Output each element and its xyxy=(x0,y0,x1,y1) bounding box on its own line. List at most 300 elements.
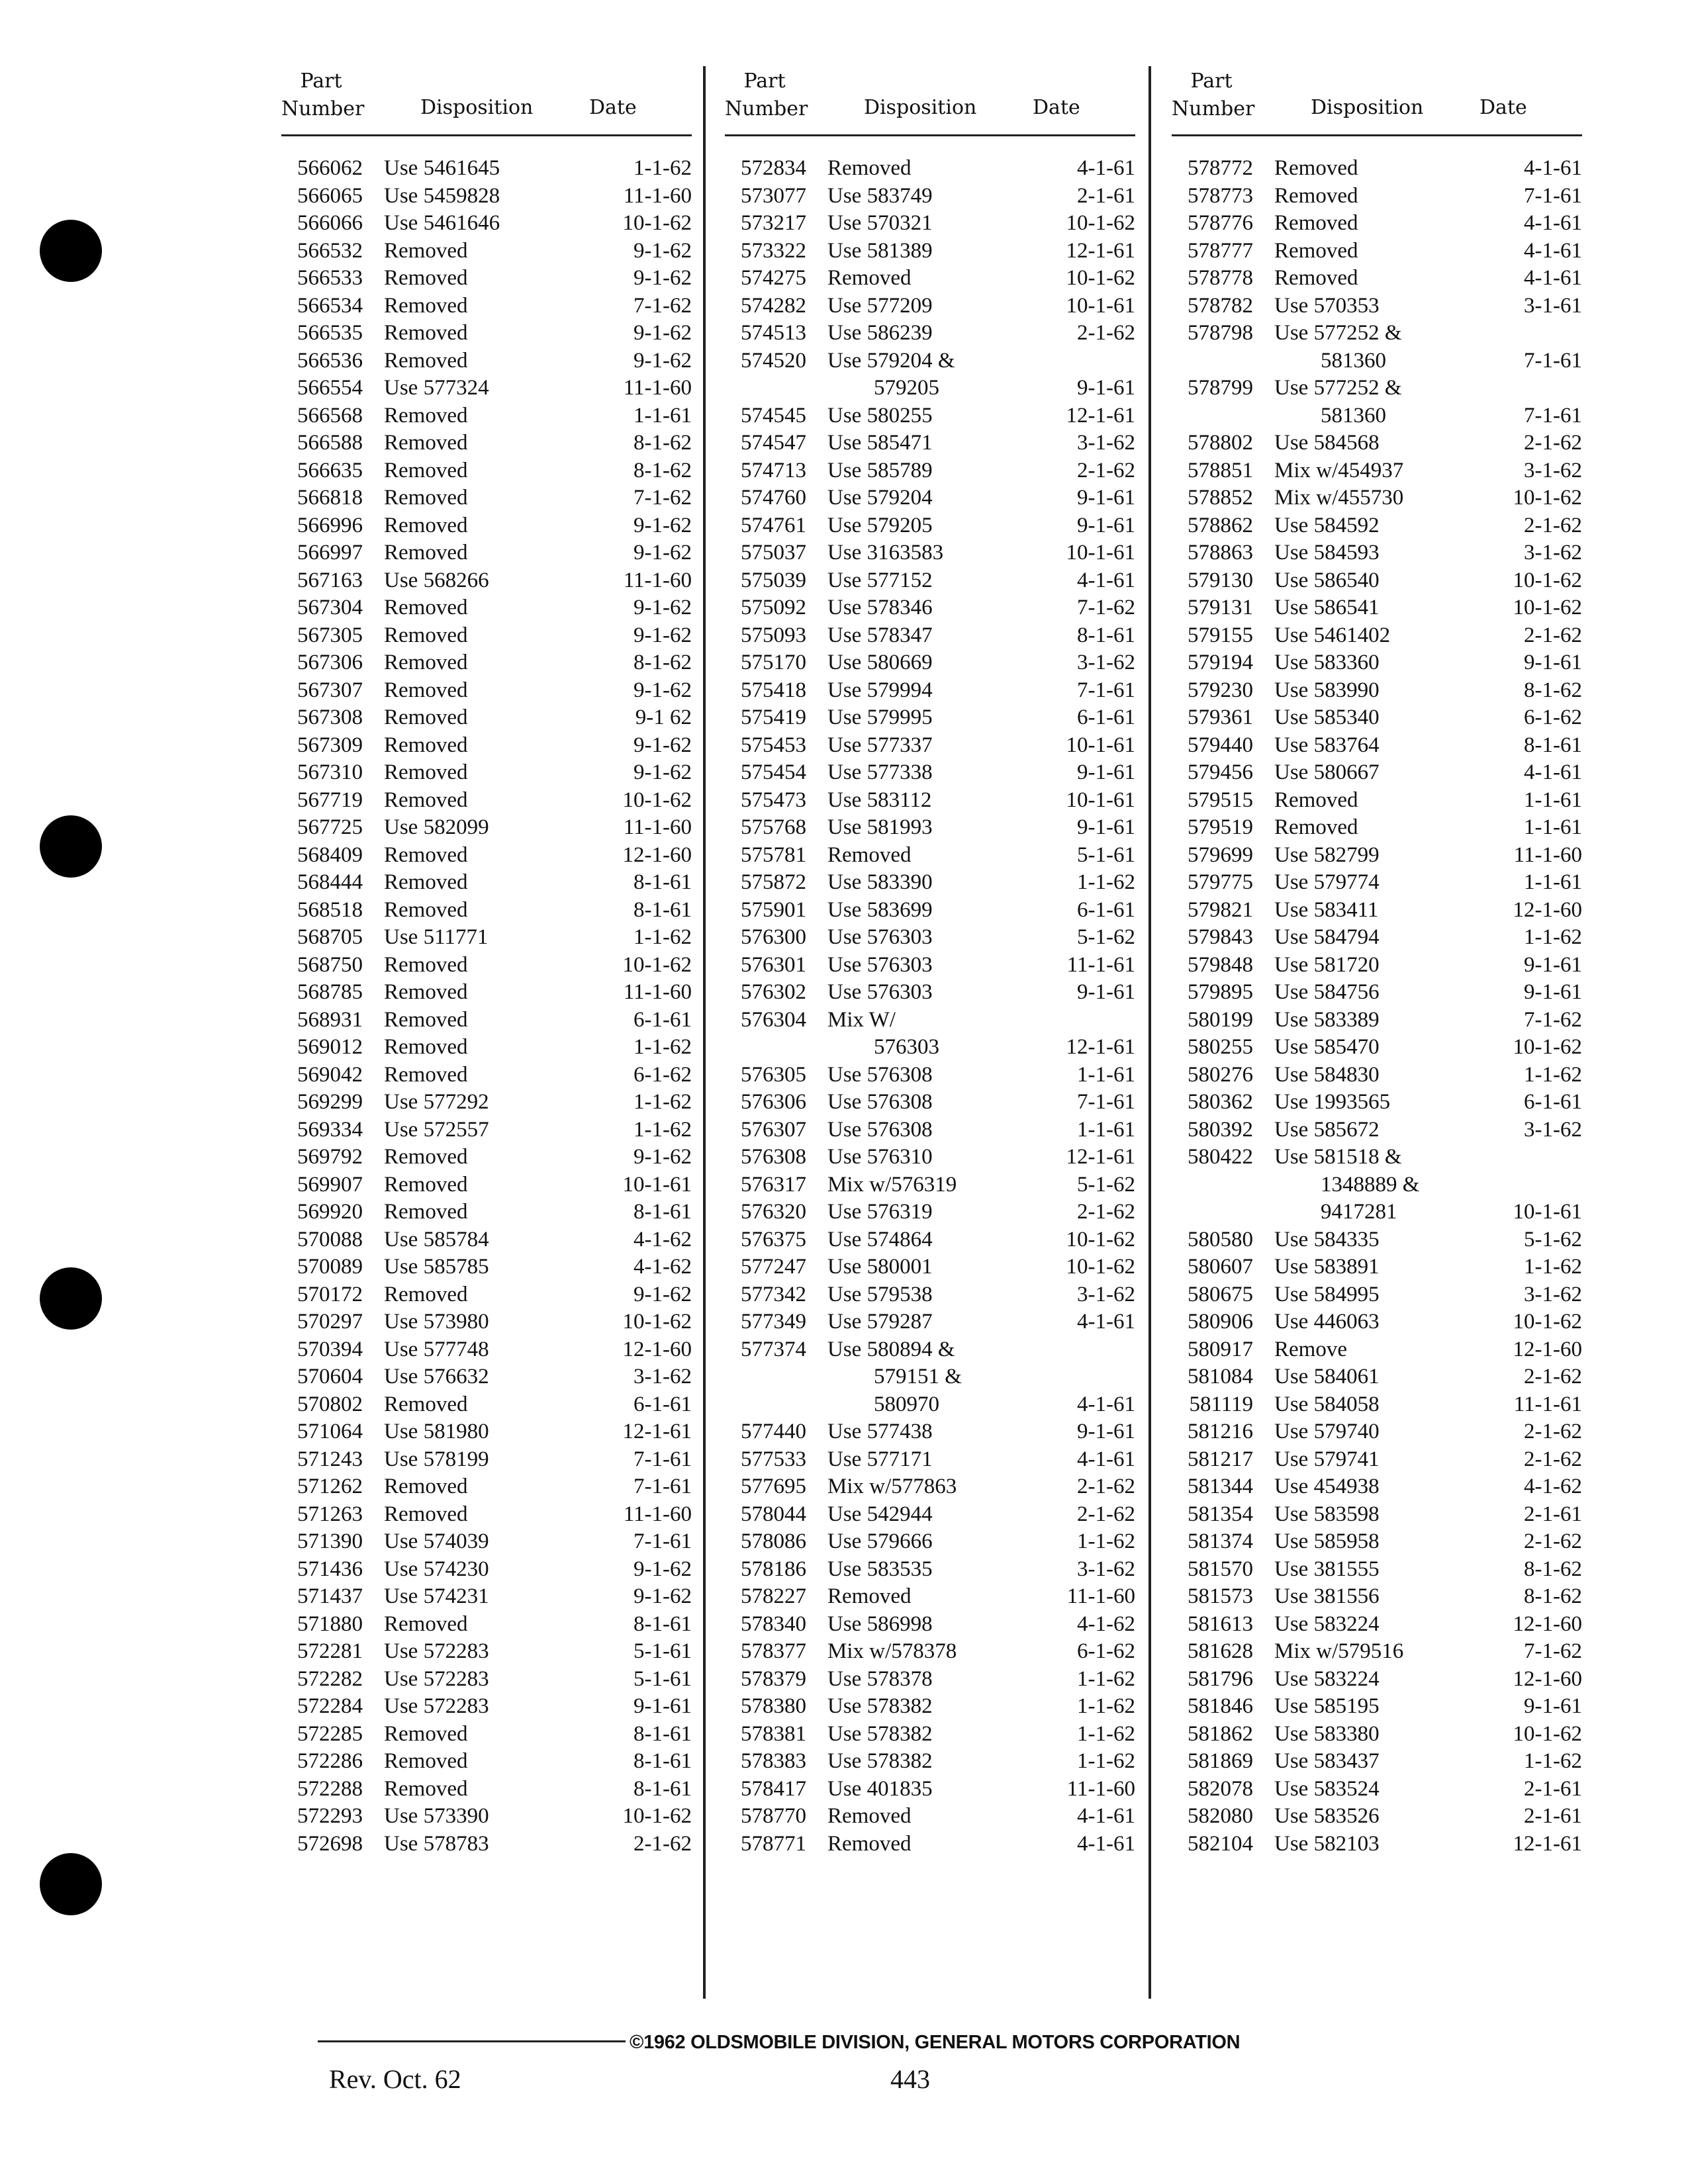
disposition xyxy=(1274,1556,1476,1584)
disposition xyxy=(827,210,1029,238)
disposition-line: Removed xyxy=(384,1035,468,1059)
part-number: 579131 xyxy=(1188,596,1253,619)
disposition-line: Use 584794 xyxy=(1274,925,1380,949)
disposition-line: Use 580667 xyxy=(1274,760,1380,784)
disposition xyxy=(827,1721,1029,1749)
table-row xyxy=(281,430,692,457)
date: 1-1-61 xyxy=(633,403,692,428)
table-row xyxy=(1172,1308,1582,1336)
disposition-line: Mix w/454937 xyxy=(1274,458,1404,482)
date: 4-1-62 xyxy=(633,1255,692,1279)
disposition xyxy=(827,759,1029,787)
disposition xyxy=(384,1199,586,1226)
disposition-line: Removed xyxy=(384,486,468,510)
table-row xyxy=(281,1034,692,1062)
table-row xyxy=(1172,594,1582,622)
disposition-line: Use 578382 xyxy=(827,1721,933,1746)
part-number: 571263 xyxy=(297,1502,363,1526)
disposition-line: Use 572557 xyxy=(384,1117,489,1142)
disposition xyxy=(827,787,1029,815)
date: 2-1-62 xyxy=(1524,431,1582,455)
date: 2-1-62 xyxy=(633,1831,692,1856)
table-row xyxy=(725,457,1135,485)
date: 2-1-61 xyxy=(1524,1804,1582,1828)
table-row xyxy=(281,1501,692,1529)
date: 2-1-61 xyxy=(1524,1776,1582,1801)
disposition-line: Removed xyxy=(384,1282,468,1306)
disposition xyxy=(384,512,586,540)
table-row xyxy=(725,155,1135,183)
date: 9-1-61 xyxy=(1077,486,1135,510)
disposition xyxy=(1274,484,1476,512)
date: 10-1-62 xyxy=(622,952,692,977)
disposition xyxy=(384,1007,586,1034)
disposition xyxy=(1274,924,1476,952)
disposition-line: Removed xyxy=(1274,266,1358,290)
disposition xyxy=(384,759,586,787)
part-number: 567307 xyxy=(297,678,363,702)
table-row xyxy=(1172,1391,1582,1419)
disposition xyxy=(827,430,1029,457)
disposition-line: Use 570353 xyxy=(1274,293,1380,318)
disposition xyxy=(384,1501,586,1529)
date: 8-1-61 xyxy=(633,1612,692,1636)
table-row xyxy=(281,1007,692,1034)
date: 2-1-62 xyxy=(1077,321,1135,345)
part-number: 574713 xyxy=(741,458,806,482)
part-number: 580917 xyxy=(1188,1337,1253,1361)
part-number: 566535 xyxy=(297,321,363,345)
disposition xyxy=(827,1116,1029,1144)
disposition-line: Use 585195 xyxy=(1274,1694,1380,1718)
part-number: 578851 xyxy=(1188,458,1253,482)
disposition-line: Mix w/576319 xyxy=(827,1172,957,1197)
date: 8-1-61 xyxy=(1524,733,1582,757)
disposition-line: Removed xyxy=(384,678,468,702)
table-row xyxy=(281,1226,692,1254)
part-number: 577374 xyxy=(741,1337,806,1361)
disposition xyxy=(384,1776,586,1803)
disposition xyxy=(827,732,1029,760)
part-number: 575418 xyxy=(741,678,806,702)
table-row xyxy=(281,539,692,567)
date: 6-1-61 xyxy=(1524,1090,1582,1114)
part-number: 567306 xyxy=(297,651,363,674)
part-number: 579699 xyxy=(1188,842,1253,867)
table-row xyxy=(725,1308,1135,1336)
date: 1-1-62 xyxy=(633,156,692,180)
table-row xyxy=(725,814,1135,842)
date: 10-1-62 xyxy=(1513,1310,1582,1334)
part-number: 569792 xyxy=(297,1145,363,1169)
disposition xyxy=(384,677,586,705)
part-number: 578340 xyxy=(741,1612,806,1636)
date: 10-1-62 xyxy=(1513,568,1582,592)
disposition xyxy=(827,1226,1029,1254)
table-row xyxy=(281,1776,692,1803)
disposition-line: Use 5461402 xyxy=(1274,623,1391,647)
date: 9-1-61 xyxy=(633,1694,692,1718)
date: 7-1-62 xyxy=(633,293,692,318)
part-number: 568444 xyxy=(297,870,363,894)
table-row xyxy=(281,512,692,540)
disposition-line: Use 583749 xyxy=(827,183,933,208)
disposition xyxy=(384,1089,586,1116)
table-row xyxy=(281,594,692,622)
date: 12-1-61 xyxy=(1066,238,1135,263)
disposition-line: Removed xyxy=(1274,183,1358,208)
date: 9-1-61 xyxy=(1077,1420,1135,1443)
table-row xyxy=(1172,1693,1582,1721)
table-row xyxy=(281,1062,692,1089)
part-number: 579361 xyxy=(1188,705,1253,729)
part-number: 576304 xyxy=(741,1007,806,1032)
table-row xyxy=(725,1116,1135,1144)
disposition-line: Use 582099 xyxy=(384,815,489,839)
table-row xyxy=(1172,1336,1582,1364)
part-number: 570394 xyxy=(297,1337,363,1361)
table-row xyxy=(1172,704,1582,732)
table-row xyxy=(281,759,692,787)
date: 4-1-61 xyxy=(1524,211,1582,235)
disposition-line: Removed xyxy=(384,1200,468,1224)
disposition-line: Use 579741 xyxy=(1274,1447,1380,1471)
table-row xyxy=(1172,952,1582,979)
table-row xyxy=(1172,1638,1582,1666)
part-number: 572834 xyxy=(741,156,806,180)
date: 1-1-61 xyxy=(1524,815,1582,839)
date: 9-1-61 xyxy=(1077,760,1135,784)
table-row xyxy=(725,1446,1135,1474)
disposition xyxy=(1274,539,1476,567)
part-number: 569012 xyxy=(297,1035,363,1059)
date: 10-1-62 xyxy=(622,211,692,235)
disposition xyxy=(1274,1501,1476,1529)
date: 11-1-60 xyxy=(1066,1584,1135,1608)
table-row xyxy=(281,1336,692,1364)
disposition xyxy=(827,1308,1029,1336)
part-number: 574520 xyxy=(741,348,806,373)
disposition xyxy=(384,1693,586,1721)
date: 10-1-62 xyxy=(1513,596,1582,619)
table-row xyxy=(725,924,1135,952)
disposition xyxy=(384,320,586,347)
date: 1-1-62 xyxy=(1077,870,1135,894)
table-row xyxy=(725,649,1135,677)
table-row xyxy=(1172,732,1582,760)
part-number: 573077 xyxy=(741,183,806,208)
part-number: 569907 xyxy=(297,1172,363,1197)
disposition xyxy=(384,1638,586,1666)
disposition-line: Use 579204 & xyxy=(827,348,955,373)
date: 9-1-61 xyxy=(1077,980,1135,1004)
disposition xyxy=(827,402,1029,430)
part-number: 566818 xyxy=(297,486,363,510)
disposition-line: 579151 & xyxy=(874,1365,962,1388)
disposition xyxy=(384,265,586,293)
part-number: 578044 xyxy=(741,1502,806,1526)
disposition xyxy=(1274,293,1476,320)
disposition-line: Use 577209 xyxy=(827,293,933,318)
disposition xyxy=(384,1363,586,1391)
table-row xyxy=(725,430,1135,457)
disposition-line: Use 572283 xyxy=(384,1666,489,1691)
date: 11-1-60 xyxy=(623,1502,692,1526)
part-number: 579895 xyxy=(1188,980,1253,1004)
disposition xyxy=(1274,1693,1476,1721)
table-row xyxy=(725,320,1135,347)
disposition-line: Use 586998 xyxy=(827,1612,933,1636)
date: 4-1-61 xyxy=(1077,1447,1135,1471)
part-number: 580362 xyxy=(1188,1090,1253,1114)
disposition xyxy=(384,1062,586,1089)
date: 11-1-61 xyxy=(1513,1392,1582,1416)
disposition xyxy=(827,1089,1029,1116)
disposition-line: Use 583990 xyxy=(1274,678,1380,702)
date: 2-1-62 xyxy=(1524,1420,1582,1443)
disposition xyxy=(1274,1831,1476,1858)
date: 11-1-60 xyxy=(1066,1776,1135,1801)
part-number: 576317 xyxy=(741,1172,806,1197)
date: 1-1-62 xyxy=(633,1117,692,1142)
disposition xyxy=(827,842,1029,870)
part-number: 579848 xyxy=(1188,952,1253,977)
date: 2-1-62 xyxy=(1077,1200,1135,1224)
date: 1-1-61 xyxy=(1524,870,1582,894)
table-row xyxy=(281,952,692,979)
date: 4-1-61 xyxy=(1077,1310,1135,1334)
disposition-line: 9417281 xyxy=(1321,1200,1397,1224)
date: 9-1-62 xyxy=(633,760,692,784)
date: 1-1-62 xyxy=(1524,1749,1582,1773)
table-row xyxy=(1172,1116,1582,1144)
table-row xyxy=(725,1473,1135,1501)
date: 1-1-62 xyxy=(1077,1749,1135,1773)
revision-note: Rev. Oct. 62 xyxy=(329,2064,461,2094)
date: 3-1-62 xyxy=(1077,1282,1135,1306)
date: 10-1-61 xyxy=(1066,293,1135,318)
disposition xyxy=(384,1666,586,1694)
disposition xyxy=(827,1336,1029,1419)
date: 3-1-62 xyxy=(1077,431,1135,455)
part-number: 568785 xyxy=(297,980,363,1004)
table-row xyxy=(725,869,1135,897)
disposition-line: Use 577252 & xyxy=(1274,376,1402,400)
date: 9-1-62 xyxy=(633,238,692,263)
disposition-line: Use 584592 xyxy=(1274,513,1380,537)
part-number: 580580 xyxy=(1188,1227,1253,1251)
part-number: 566534 xyxy=(297,293,363,318)
disposition xyxy=(827,1638,1029,1666)
disposition xyxy=(1274,1144,1476,1226)
date: 10-1-62 xyxy=(1066,211,1135,235)
table-row xyxy=(281,1171,692,1199)
part-number: 580607 xyxy=(1188,1255,1253,1279)
disposition xyxy=(827,320,1029,347)
table-row xyxy=(725,704,1135,732)
disposition-line: Use 5461645 xyxy=(384,156,500,180)
disposition-line: Use 583411 xyxy=(1274,897,1379,922)
disposition-line: Removed xyxy=(384,266,468,290)
disposition-line: Use 581720 xyxy=(1274,952,1380,977)
date: 10-1-61 xyxy=(1066,733,1135,757)
table-row xyxy=(281,1583,692,1611)
disposition-line: Removed xyxy=(827,1804,912,1828)
date: 10-1-62 xyxy=(622,788,692,812)
date: 12-1-61 xyxy=(1066,403,1135,428)
date: 8-1-61 xyxy=(633,1721,692,1746)
part-number: 571436 xyxy=(297,1557,363,1581)
disposition-line: 579205 xyxy=(874,376,939,400)
date: 5-1-62 xyxy=(1524,1227,1582,1251)
disposition-line: Removed xyxy=(384,1172,468,1197)
disposition-line: Use 577252 & xyxy=(1274,321,1402,345)
part-number: 576308 xyxy=(741,1145,806,1169)
disposition-line: Removed xyxy=(384,403,468,428)
part-number: 566997 xyxy=(297,541,363,565)
date: 1-1-61 xyxy=(1077,1117,1135,1142)
date: 10-1-62 xyxy=(1513,486,1582,510)
table-row xyxy=(725,183,1135,210)
part-number: 579230 xyxy=(1188,678,1253,702)
table-row xyxy=(725,1336,1135,1419)
table-row xyxy=(281,1418,692,1446)
date: 1-1-62 xyxy=(1524,925,1582,949)
disposition xyxy=(1274,320,1476,375)
disposition xyxy=(1274,1116,1476,1144)
disposition xyxy=(384,1116,586,1144)
disposition xyxy=(827,1611,1029,1639)
part-number: 568931 xyxy=(297,1007,363,1032)
binder-hole xyxy=(40,1267,102,1330)
disposition-line: Use 576310 xyxy=(827,1145,933,1169)
disposition-line: Use 584830 xyxy=(1274,1062,1380,1087)
disposition-line: Removed xyxy=(384,321,468,345)
disposition xyxy=(827,924,1029,952)
disposition-line: Use 584061 xyxy=(1274,1365,1380,1388)
date: 7-1-61 xyxy=(633,1529,692,1553)
disposition-line: Use 576303 xyxy=(827,925,933,949)
disposition-line: Use 573390 xyxy=(384,1804,489,1828)
table-row xyxy=(725,594,1135,622)
disposition-line: Use 583526 xyxy=(1274,1804,1380,1828)
table-row xyxy=(281,1446,692,1474)
disposition-line: Removed xyxy=(1274,211,1358,235)
disposition xyxy=(384,210,586,238)
date: 9-1-61 xyxy=(1524,1694,1582,1718)
column-header xyxy=(281,66,692,139)
copyright-notice: ©1962 OLDSMOBILE DIVISION, GENERAL MOTORS CORPORATION xyxy=(626,2032,1244,2054)
date: 8-1-61 xyxy=(633,870,692,894)
disposition xyxy=(1274,1776,1476,1803)
disposition-line: Removed xyxy=(1274,238,1358,263)
part-number: 577695 xyxy=(741,1475,806,1498)
date: 1-1-62 xyxy=(1077,1721,1135,1746)
part-number: 581613 xyxy=(1188,1612,1253,1636)
part-number: 572284 xyxy=(297,1694,363,1718)
disposition xyxy=(1274,979,1476,1007)
date: 3-1-62 xyxy=(1524,458,1582,482)
disposition-line: 580970 xyxy=(874,1392,939,1416)
date: 9-1-62 xyxy=(633,1557,692,1581)
date: 1-1-62 xyxy=(1077,1694,1135,1718)
table-row xyxy=(725,1721,1135,1749)
table-row xyxy=(281,1199,692,1226)
disposition xyxy=(827,1693,1029,1721)
date: 3-1-62 xyxy=(1524,541,1582,565)
disposition xyxy=(827,594,1029,622)
disposition xyxy=(1274,814,1476,842)
date: 6-1-61 xyxy=(633,1392,692,1416)
part-number: 578863 xyxy=(1188,541,1253,565)
date: 3-1-61 xyxy=(1524,293,1582,318)
disposition xyxy=(384,594,586,622)
part-number: 575037 xyxy=(741,541,806,565)
table-row xyxy=(1172,265,1582,293)
disposition-line: Use 572283 xyxy=(384,1639,489,1663)
binder-hole xyxy=(40,1853,102,1915)
disposition-line: Removed xyxy=(384,733,468,757)
table-row xyxy=(725,1062,1135,1089)
disposition xyxy=(1274,1638,1476,1666)
date: 8-1-62 xyxy=(633,431,692,455)
date: 4-1-61 xyxy=(1077,568,1135,592)
table-row xyxy=(725,677,1135,705)
table-row xyxy=(725,732,1135,760)
date: 10-1-61 xyxy=(1066,541,1135,565)
table-row xyxy=(281,183,692,210)
part-number: 578799 xyxy=(1188,376,1253,400)
disposition-line: Removed xyxy=(1274,156,1358,180)
disposition-line: Removed xyxy=(384,870,468,894)
disposition-line: Removed xyxy=(384,293,468,318)
disposition xyxy=(827,1776,1029,1803)
table-row xyxy=(281,155,692,183)
part-number: 575092 xyxy=(741,596,806,619)
part-number: 578086 xyxy=(741,1529,806,1553)
disposition-line: Use 577292 xyxy=(384,1090,489,1114)
disposition-line: Mix w/579516 xyxy=(1274,1639,1404,1663)
date: 2-1-62 xyxy=(1524,1365,1582,1388)
date: 11-1-60 xyxy=(1513,842,1582,867)
table-row xyxy=(1172,677,1582,705)
part-number: 574761 xyxy=(741,513,806,537)
table-row xyxy=(1172,787,1582,815)
part-number: 571243 xyxy=(297,1447,363,1471)
disposition xyxy=(827,155,1029,183)
disposition xyxy=(1274,897,1476,925)
table-row xyxy=(725,512,1135,540)
date: 1-1-61 xyxy=(1524,788,1582,812)
part-number: 567305 xyxy=(297,623,363,647)
part-number: 568409 xyxy=(297,842,363,867)
table-row xyxy=(1172,924,1582,952)
table-row xyxy=(281,457,692,485)
part-number: 578798 xyxy=(1188,321,1253,345)
date: 12-1-61 xyxy=(1513,1831,1582,1856)
part-number: 582078 xyxy=(1188,1776,1253,1801)
table-row xyxy=(1172,842,1582,870)
disposition-line: Removed xyxy=(384,651,468,674)
disposition xyxy=(1274,842,1476,870)
disposition-line: Removed xyxy=(1274,788,1358,812)
disposition-line: Use 568266 xyxy=(384,568,489,592)
disposition-line: Use 585789 xyxy=(827,458,933,482)
part-number: 575872 xyxy=(741,870,806,894)
table-row xyxy=(1172,1446,1582,1474)
date: 11-1-60 xyxy=(623,815,692,839)
table-row xyxy=(725,1089,1135,1116)
